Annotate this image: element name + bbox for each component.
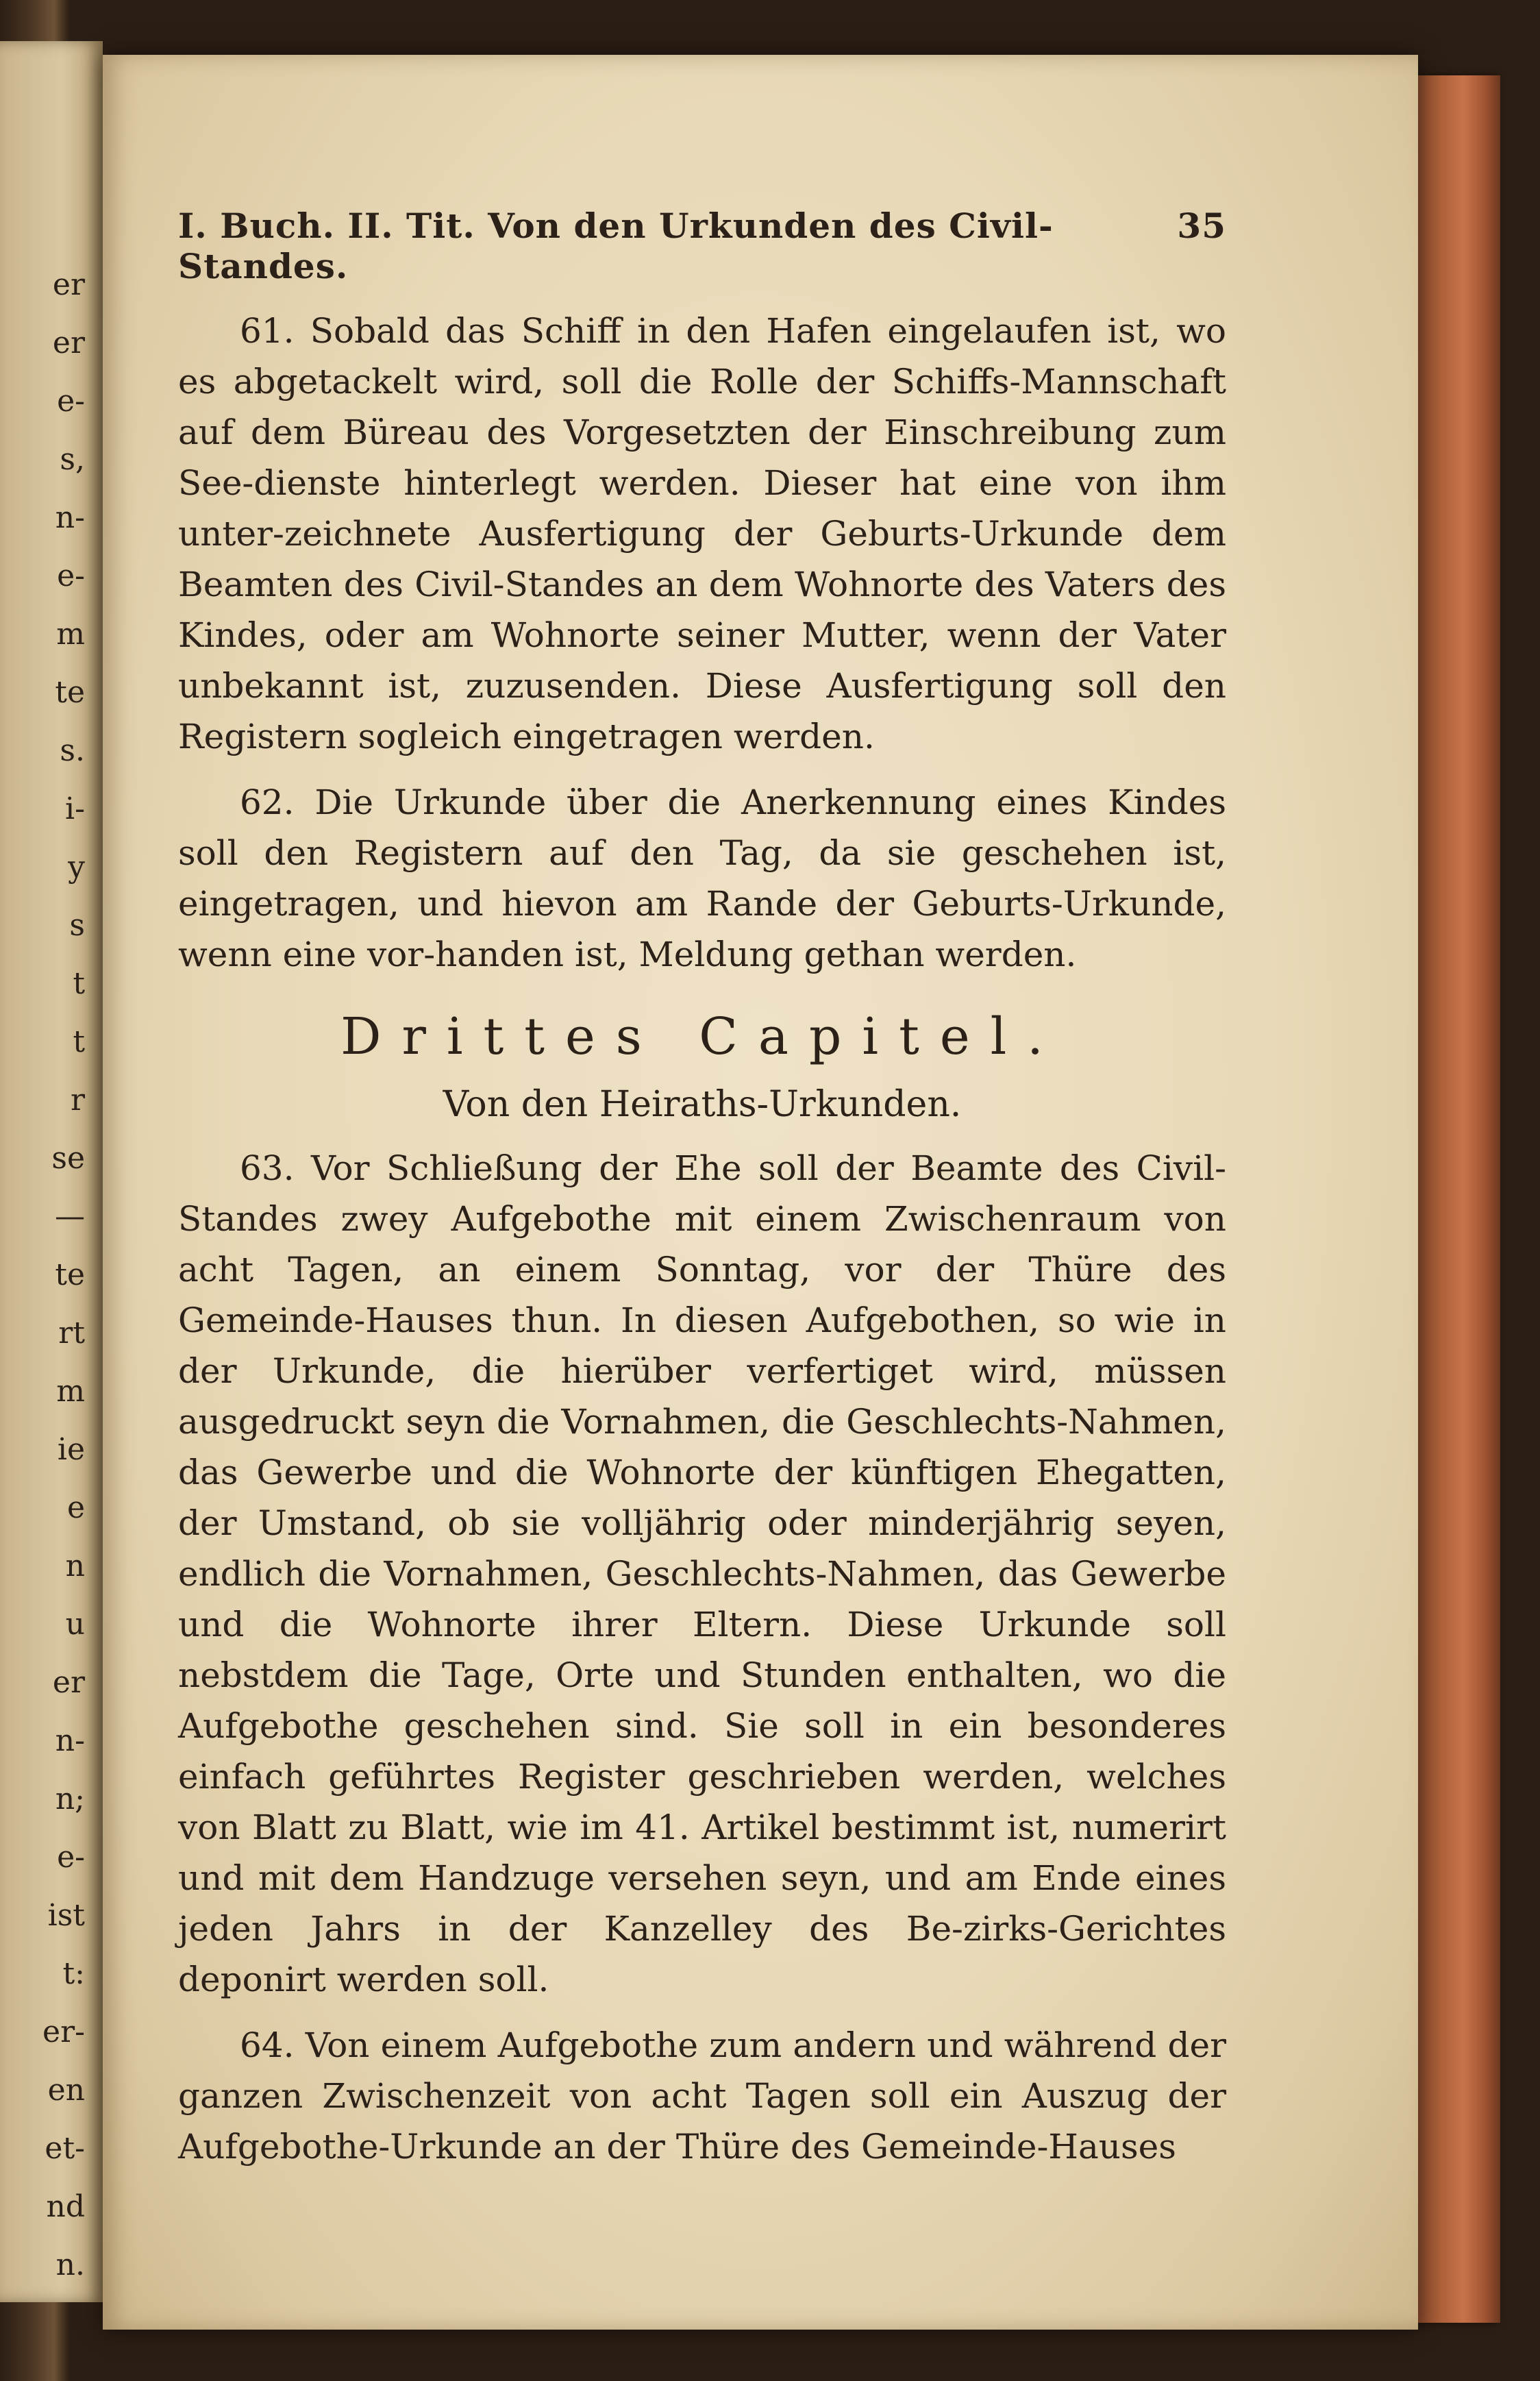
left-margin-fragment: u <box>65 1607 85 1642</box>
running-title: I. Buch. II. Tit. Von den Urkunden des Civil-Standes. <box>178 206 1054 286</box>
paragraph-64: 64. Von einem Aufgebothe zum andern und während der ganzen Zwischenzeit von acht Tagen soll ein Auszug der Aufgebothe-Urkunde an der Thüre des Gemeinde-Hauses <box>178 2025 1226 2167</box>
left-margin-fragment: rt <box>58 1316 85 1350</box>
paragraph-63: 63. Vor Schließung der Ehe soll der Beamte des Civil-Standes zwey Aufgebothe mit einem Zwischenraum von acht Tagen, an einem Sonntag, vor der Thüre des Gemeinde-Hauses thun. In diesen Aufgebothen, so wie in der Urkunde, die hierüber verfertiget wird, müssen ausgedruckt seyn die Vornahmen, die Geschlechts-Nahmen, das Gewerbe und die Wohnorte der künftigen Ehegatten, der Umstand, ob sie volljährig oder minderjährig seyen, endlich die Vornahmen, Geschlechts-Nahmen, das Gewerbe und die Wohnorte ihrer Eltern. Diese Urkunde soll nebstdem die Tage, Orte und Stunden enthalten, wo die Aufgebothe geschehen sind. Sie soll in ein besonderes einfach geführtes Register geschrieben werden, welches von Blatt zu Blatt, wie im 41. Artikel bestimmt ist, numerirt und mit dem Handzuge versehen seyn, und am Ende eines jeden Jahrs in der Kanzelley des Be-zirks-Gerichtes deponirt werden soll. <box>178 1148 1226 1999</box>
running-header <box>178 206 1226 286</box>
page-text <box>178 206 1226 2187</box>
left-margin-fragment: se <box>51 1141 85 1176</box>
left-margin-fragment: e- <box>57 384 85 419</box>
left-margin-fragment: er <box>52 325 85 360</box>
book-edge-red <box>1418 75 1500 2323</box>
left-margin-fragment: y <box>68 850 85 885</box>
page-number: 35 <box>1177 206 1226 246</box>
left-margin-fragment: n- <box>55 1723 85 1758</box>
left-margin-fragment: r <box>70 1083 85 1118</box>
facing-page-left <box>0 41 103 2302</box>
left-margin-fragment: s. <box>60 733 85 768</box>
left-margin-fragment: t <box>73 966 85 1001</box>
left-margin-fragment: i- <box>65 791 85 826</box>
left-margin-fragment: n <box>65 1549 85 1583</box>
left-margin-fragment: e- <box>57 558 85 593</box>
left-margin-fragment: nd <box>46 2189 85 2224</box>
left-margin-fragment: ie <box>57 1432 85 1467</box>
paragraph-61: 61. Sobald das Schiff in den Hafen eingelaufen ist, wo es abgetackelt wird, soll die Rolle der Schiffs-Mannschaft auf dem Büreau des Vorgesetzten der Einschreibung zum See-dienste hinterlegt werden. Dieser hat eine von ihm unter-zeichnete Ausfertigung der Geburts-Urkunde dem Beamten des Civil-Standes an dem Wohnorte des Vaters des Kindes, oder am Wohnorte seiner Mutter, wenn der Vater unbekannt ist, zuzusenden. Diese Ausfertigung soll den Registern sogleich eingetragen werden. <box>178 311 1226 756</box>
left-margin-fragment: e- <box>57 1840 85 1875</box>
left-margin-fragment: t: <box>62 1956 85 1991</box>
left-margin-fragment: s <box>69 908 85 943</box>
left-margin-fragment: t <box>73 1024 85 1059</box>
left-margin-fragment: e <box>66 1490 85 1525</box>
left-margin-fragment: — <box>55 1199 85 1234</box>
left-margin-fragment: n. <box>55 2247 85 2282</box>
chapter-subtitle: Von den Heiraths-Urkunden. <box>443 1084 962 1125</box>
left-margin-fragment: er- <box>42 2014 85 2049</box>
left-margin-fragment: m <box>56 617 85 652</box>
left-margin-fragment: er <box>52 1665 85 1700</box>
paragraph-62: 62. Die Urkunde über die Anerkennung eines Kindes soll den Registern auf den Tag, da sie geschehen ist, eingetragen, und hievon am Rande der Geburts-Urkunde, wenn eine vor-handen ist, Meldung gethan werden. <box>178 782 1226 974</box>
left-margin-fragment: te <box>55 675 85 710</box>
left-margin-fragment: er <box>52 267 85 302</box>
left-margin-fragment: s, <box>60 442 85 477</box>
left-margin-fragment: en <box>47 2073 85 2108</box>
chapter-title: Drittes Capitel. <box>340 1007 1064 1066</box>
left-margin-fragment: m <box>56 1374 85 1409</box>
left-margin-fragment: n- <box>55 500 85 535</box>
left-margin-fragment: te <box>55 1257 85 1292</box>
left-margin-fragment: et- <box>45 2131 85 2166</box>
left-margin-fragment: n; <box>55 1781 85 1816</box>
left-margin-fragment: ist <box>47 1898 85 1933</box>
